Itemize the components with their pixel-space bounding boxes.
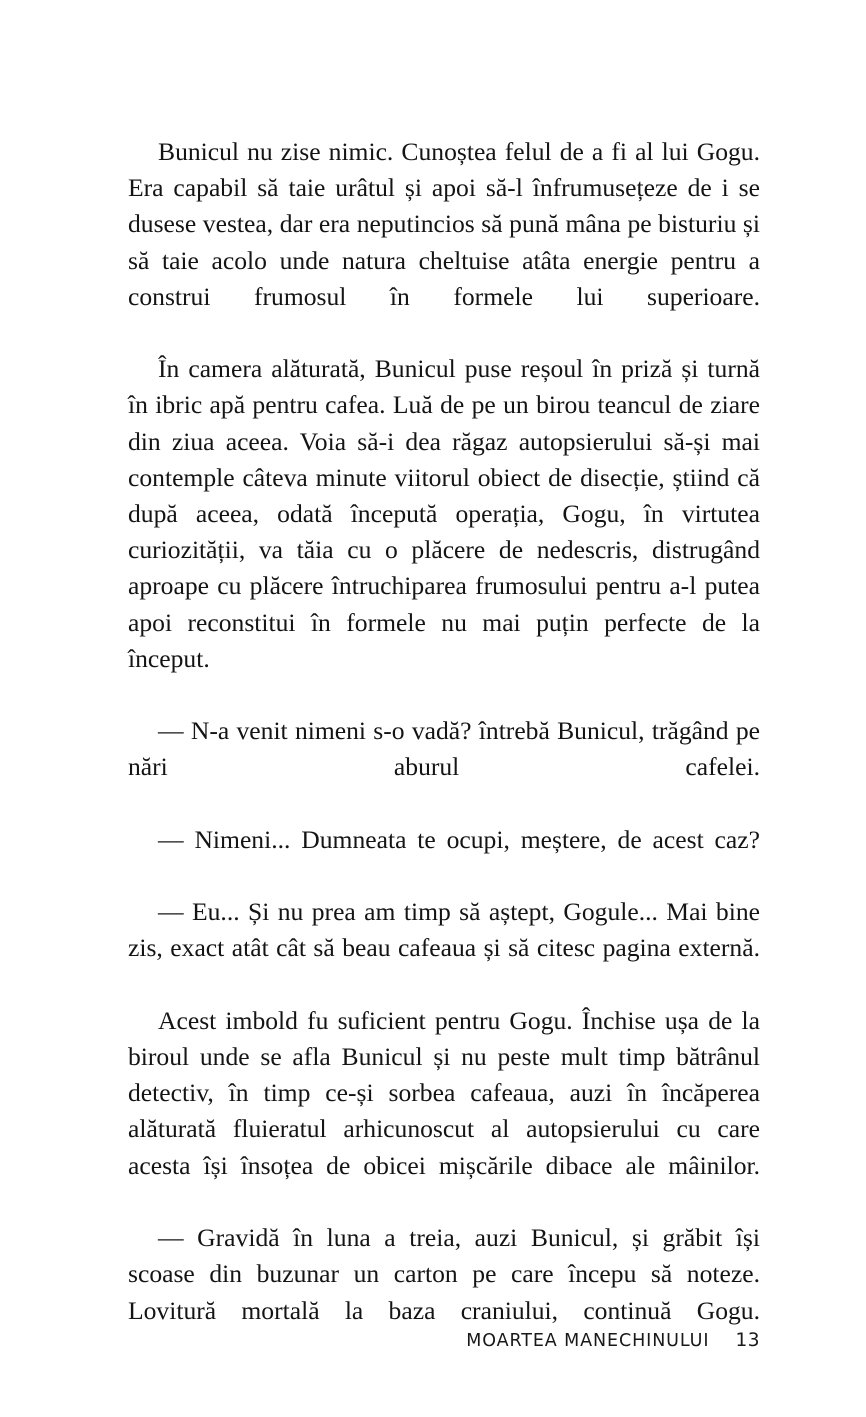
dialogue-paragraph: — Nimeni... Dumneata te ocupi, meștere, de acest caz?	[158, 824, 760, 854]
paragraph: În camera alăturată, Bunicul puse reșoul în priză și turnă în ibric apă pentru cafea. Luă de pe un birou teancul de ziare din ziua aceea. Voia să-i dea răgaz autopsierului să-și mai contemple câteva minute viitorul obiect de disecție, știind că după aceea, odată începută operația, Gogu, în virtutea curiozității, va tăia cu o plăcere de nedescris, distrugând aproape cu plăcere întruchiparea frumosului pentru a-l putea apoi reconstitui în formele nu mai puțin perfecte de la început.	[128, 354, 760, 673]
running-head: MOARTEA MANECHINULUI	[466, 1331, 710, 1351]
paragraph: Bunicul nu zise nimic. Cunoștea felul de a fi al lui Gogu. Era capabil să taie urâtul și apoi să-l înfrumusețeze de i se dusese vestea, dar era neputincios să pună mâna pe bisturiu și să taie acolo unde natura cheltuise atâta energie pentru a construi frumosul în formele lui superioare.	[128, 137, 760, 311]
dialogue-paragraph: — N-a venit nimeni s-o vadă? întrebă Bunicul, trăgând pe nări aburul cafelei.	[128, 716, 760, 782]
body-text-column	[128, 134, 760, 1365]
dialogue-paragraph: — Eu... Și nu prea am timp să aștept, Gogule... Mai bine zis, exact atât cât să beau cafeaua și să citesc pagina externă.	[128, 897, 760, 963]
page-number: 13	[735, 1330, 760, 1351]
page-footer	[128, 1330, 760, 1351]
dialogue-paragraph: — Gravidă în luna a treia, auzi Bunicul, și grăbit își scoase din buzunar un carton pe care începu să noteze. Lovitură mortală la baza craniului, continuă Gogu.	[128, 1223, 760, 1325]
paragraph: Acest imbold fu suficient pentru Gogu. Închise ușa de la biroul unde se afla Bunicul și nu peste mult timp bătrânul detectiv, în timp ce-și sorbea cafeaua, auzi în încăperea alăturată fluieratul arhicunoscut al autopsierului cu care acesta își însoțea de obicei mișcările dibace ale mâinilor.	[128, 1005, 760, 1180]
